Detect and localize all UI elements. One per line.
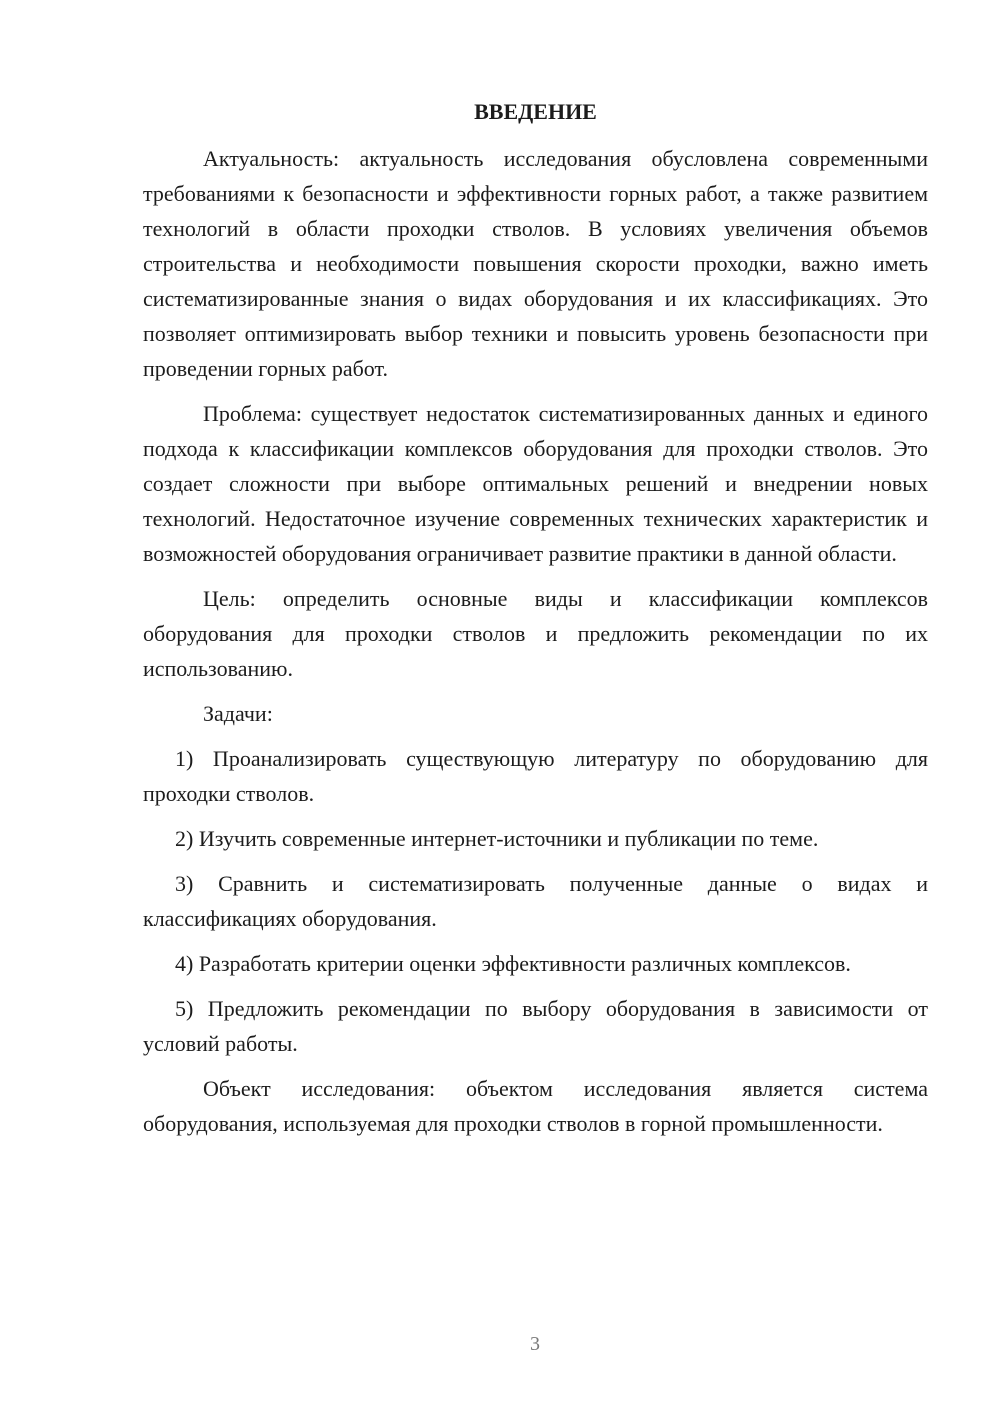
task-item-4: 4) Разработать критерии оценки эффективности различных комплексов. (175, 951, 851, 976)
document-page (143, 94, 928, 1141)
paragraph-tasks-heading: Задачи: (203, 701, 273, 726)
task-item-2: 2) Изучить современные интернет-источники и публикации по теме. (175, 826, 819, 851)
paragraph-relevance: Актуальность: актуальность исследования обусловлена современными требованиями к безопасности и эффективности горных работ, а также развитием технологий в области проходки стволов. В условиях увеличения объемов строительства и необходимости повышения скорости проходки, важно иметь систематизированные знания о видах оборудования и их классификациях. Это позволяет оптимизировать выбор техники и повысить уровень безопасности при проведении горных работ. (143, 146, 928, 381)
task-item-1: 1) Проанализировать существующую литературу по оборудованию для проходки стволов. (143, 746, 928, 806)
paragraph-object: Объект исследования: объектом исследования является система оборудования, используемая для проходки стволов в горной промышленности. (143, 1076, 928, 1136)
paragraph-goal: Цель: определить основные виды и классификации комплексов оборудования для проходки стволов и предложить рекомендации по их использованию. (143, 586, 928, 681)
task-item-3: 3) Сравнить и систематизировать полученные данные о видах и классификациях оборудования. (143, 871, 928, 931)
task-item-5: 5) Предложить рекомендации по выбору оборудования в зависимости от условий работы. (143, 996, 928, 1056)
paragraph-problem: Проблема: существует недостаток систематизированных данных и единого подхода к классификации комплексов оборудования для проходки стволов. Это создает сложности при выборе оптимальных решений и внедрении новых технологий. Недостаточное изучение современных технических характеристик и возможностей оборудования ограничивает развитие практики в данной области. (143, 401, 928, 566)
page-number: 3 (530, 1333, 540, 1355)
section-title: ВВЕДЕНИЕ (474, 99, 597, 124)
